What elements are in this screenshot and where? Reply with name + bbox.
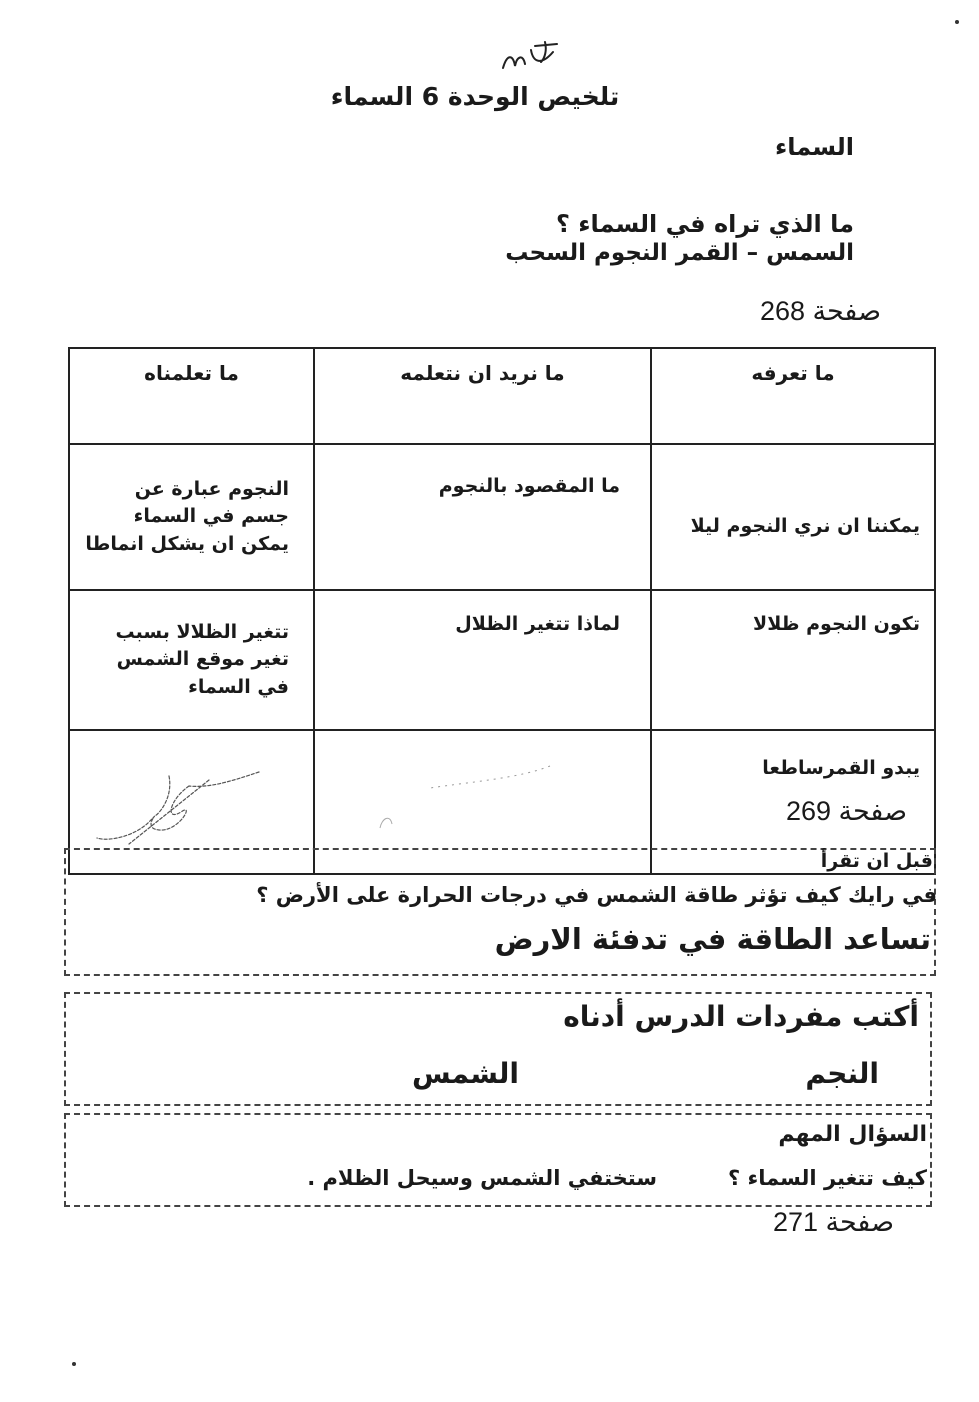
- scan-speck: [955, 20, 959, 24]
- before-reading-label: قبل ان تقرأ: [820, 850, 933, 872]
- want-cell: ما المقصود بالنجوم: [314, 444, 651, 590]
- scan-speck: [72, 1362, 76, 1366]
- table-header-row: [69, 348, 935, 444]
- vocabulary-title: أكتب مفردات الدرس أدناه: [563, 1000, 919, 1033]
- know-cell: تكون النجوم ظلالا: [651, 590, 935, 730]
- table-row: [69, 590, 935, 730]
- page-title: تلخيص الوحدة 6 السماء: [330, 82, 620, 111]
- vocabulary-word: الشمس: [412, 1057, 519, 1090]
- header-know: ما تعرفه: [651, 348, 935, 444]
- vocabulary-word: النجم: [805, 1057, 879, 1090]
- intro-answer: السمس – القمر النجوم السحب: [505, 240, 854, 266]
- page-reference-271: صفحة 271: [772, 1207, 894, 1237]
- page-reference-269: صفحة 269: [785, 796, 907, 826]
- header-want: ما نريد ان نتعلمه: [314, 348, 651, 444]
- faint-marks: [320, 748, 620, 848]
- before-reading-answer: تساعد الطاقة في تدفئة الارض: [494, 922, 931, 956]
- table-row: [69, 444, 935, 590]
- before-reading-box: [64, 848, 936, 976]
- section-heading: السماء: [774, 133, 854, 161]
- before-reading-question: في رايك كيف تؤثر طاقة الشمس في درجات الحرارة على الأرض ؟: [256, 883, 937, 907]
- essential-question-answer: ستختفي الشمس وسيحل الظلام .: [307, 1166, 657, 1190]
- essential-question-text: كيف تتغير السماء ؟: [727, 1166, 927, 1190]
- learned-cell: النجوم عبارة عن جسم في السماء يمكن ان يشكل انماطا: [69, 444, 314, 590]
- header-learned: ما تعلمناه: [69, 348, 314, 444]
- learned-cell: تتغير الظلالا بسبب تغير موقع الشمس في السماء: [69, 590, 314, 730]
- know-cell: يبدو القمرساطعا: [651, 730, 935, 874]
- want-cell: لماذا تتغير الظلال: [314, 590, 651, 730]
- know-cell: يمكننا ان نري النجوم ليلا: [651, 444, 935, 590]
- handwritten-annotation: [495, 40, 565, 80]
- signature-scribble: [69, 752, 289, 852]
- intro-question: ما الذي تراه في السماء ؟: [555, 210, 854, 238]
- essential-question-label: السؤال المهم: [778, 1122, 927, 1147]
- page-reference-268: صفحة 268: [759, 296, 881, 326]
